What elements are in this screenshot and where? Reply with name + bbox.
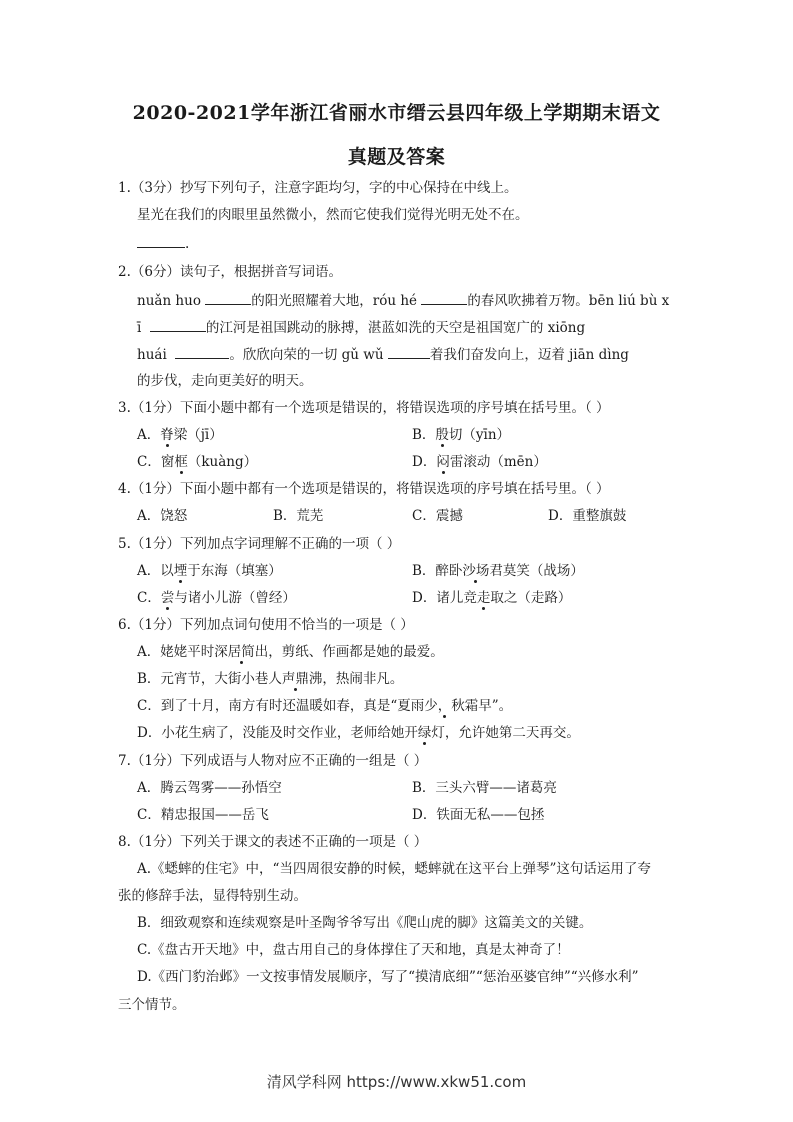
question-6-option-a[interactable]: A．姥姥平时深居简出，剪纸、作画都是她的最爱。 (137, 644, 444, 660)
question-2-line-1: nuǎn huo 的阳光照耀着大地，róu hé 的春风吹拂着万物。bēn liú bù x (137, 290, 669, 311)
question-8-option-b[interactable]: B．细致观察和连续观察是叶圣陶爷爷写出《爬山虎的脚》这篇美文的关键。 (137, 915, 593, 931)
question-8-option-a-cont: 张的修辞手法，显得特别生动。 (118, 888, 307, 904)
question-2-line-3: huái 。欣欣向荣的一切 gǔ wǔ 着我们奋发向上，迈着 jiān dìng (137, 344, 629, 365)
question-7-option-a[interactable]: A．腾云驾雾——孙悟空 (137, 780, 282, 796)
page-subtitle: 真题及答案 (347, 146, 446, 168)
answer-blank[interactable] (150, 317, 206, 332)
question-8-option-a[interactable]: A.《蟋蟀的住宅》中，“当四周很安静的时候，蟋蟀就在这平台上弹琴”这句话运用了夸 (137, 861, 651, 877)
answer-blank[interactable] (137, 233, 185, 248)
question-6-stem: 6.（1分）下列加点词句使用不恰当的一项是（ ） (118, 617, 414, 633)
question-7-option-c[interactable]: C．精忠报国——岳飞 (137, 807, 269, 823)
question-6-option-c[interactable]: C．到了十月，南方有时还温暖如春，真是“夏雨少，秋霜早”。 (137, 698, 513, 714)
question-4-stem: 4.（1分）下面小题中都有一个选项是错误的，将错误选项的序号填在括号里。（ ） (118, 481, 610, 497)
question-3-option-a[interactable]: A．脊梁（jī） (137, 427, 223, 443)
question-4-option-a[interactable]: A．饶怒 (137, 508, 188, 524)
question-8-option-d[interactable]: D.《西门豹治邺》一文按事情发展顺序，写了“摸清底细”“惩治巫婆官绅”“兴修水利” (137, 969, 639, 985)
answer-blank[interactable] (421, 290, 467, 305)
question-5-option-c[interactable]: C．尝与诸小儿游（曾经） (137, 590, 296, 606)
question-8-stem: 8.（1分）下列关于课文的表述不正确的一项是（ ） (118, 834, 428, 850)
question-8-option-d-cont: 三个情节。 (118, 997, 186, 1013)
question-2-line-4: 的步伐，走向更美好的明天。 (137, 373, 313, 389)
question-4-option-d[interactable]: D．重整旗鼓 (548, 508, 627, 524)
question-6-option-b[interactable]: B．元宵节，大街小巷人声鼎沸，热闹非凡。 (137, 671, 404, 687)
question-1-stem: 1.（3分）抄写下列句子，注意字距均匀，字的中心保持在中线上。 (118, 180, 518, 196)
question-2-line-2: ī 的江河是祖国跳动的脉搏，湛蓝如洗的天空是祖国宽广的 xiōng (137, 317, 585, 338)
question-6-option-d[interactable]: D．小花生病了，没能及时交作业，老师给她开绿灯，允许她第二天再交。 (137, 725, 580, 741)
question-1-answer-line[interactable]: . (137, 233, 189, 254)
question-3-option-c[interactable]: C．窗框（kuàng） (137, 454, 258, 470)
question-3-option-b[interactable]: B．殷切（yīn） (412, 427, 511, 443)
question-4-option-c[interactable]: C．震撼 (412, 508, 463, 524)
page-title: 2020-2021学年浙江省丽水市缙云县四年级上学期期末语文 (132, 102, 661, 124)
question-3-option-d[interactable]: D．闷雷滚动（mēn） (412, 454, 547, 470)
question-8-option-c[interactable]: C.《盘古开天地》中，盘古用自己的身体撑住了天和地，真是太神奇了！ (137, 942, 570, 958)
question-5-stem: 5.（1分）下列加点字词理解不正确的一项（ ） (118, 536, 401, 552)
question-7-option-b[interactable]: B．三头六臂——诸葛亮 (412, 780, 557, 796)
question-5-option-b[interactable]: B．醉卧沙场君莫笑（战场） (412, 563, 584, 579)
question-1-sentence: 星光在我们的肉眼里虽然微小，然而它使我们觉得光明无处不在。 (137, 207, 529, 223)
answer-blank[interactable] (175, 344, 229, 359)
answer-blank[interactable] (388, 344, 430, 359)
answer-blank[interactable] (205, 290, 251, 305)
footer-watermark: 清风学科网 https://www.xkw51.com (266, 1073, 527, 1091)
question-4-option-b[interactable]: B．荒芜 (273, 508, 324, 524)
question-5-option-d[interactable]: D．诸儿竞走取之（走路） (412, 590, 572, 606)
question-3-stem: 3.（1分）下面小题中都有一个选项是错误的，将错误选项的序号填在括号里。（ ） (118, 400, 610, 416)
question-2-stem: 2.（6分）读句子，根据拼音写词语。 (118, 264, 342, 280)
question-7-option-d[interactable]: D．铁面无私——包拯 (412, 807, 545, 823)
question-5-option-a[interactable]: A．以堙于东海（填塞） (137, 563, 282, 579)
question-7-stem: 7.（1分）下列成语与人物对应不正确的一组是（ ） (118, 753, 428, 769)
